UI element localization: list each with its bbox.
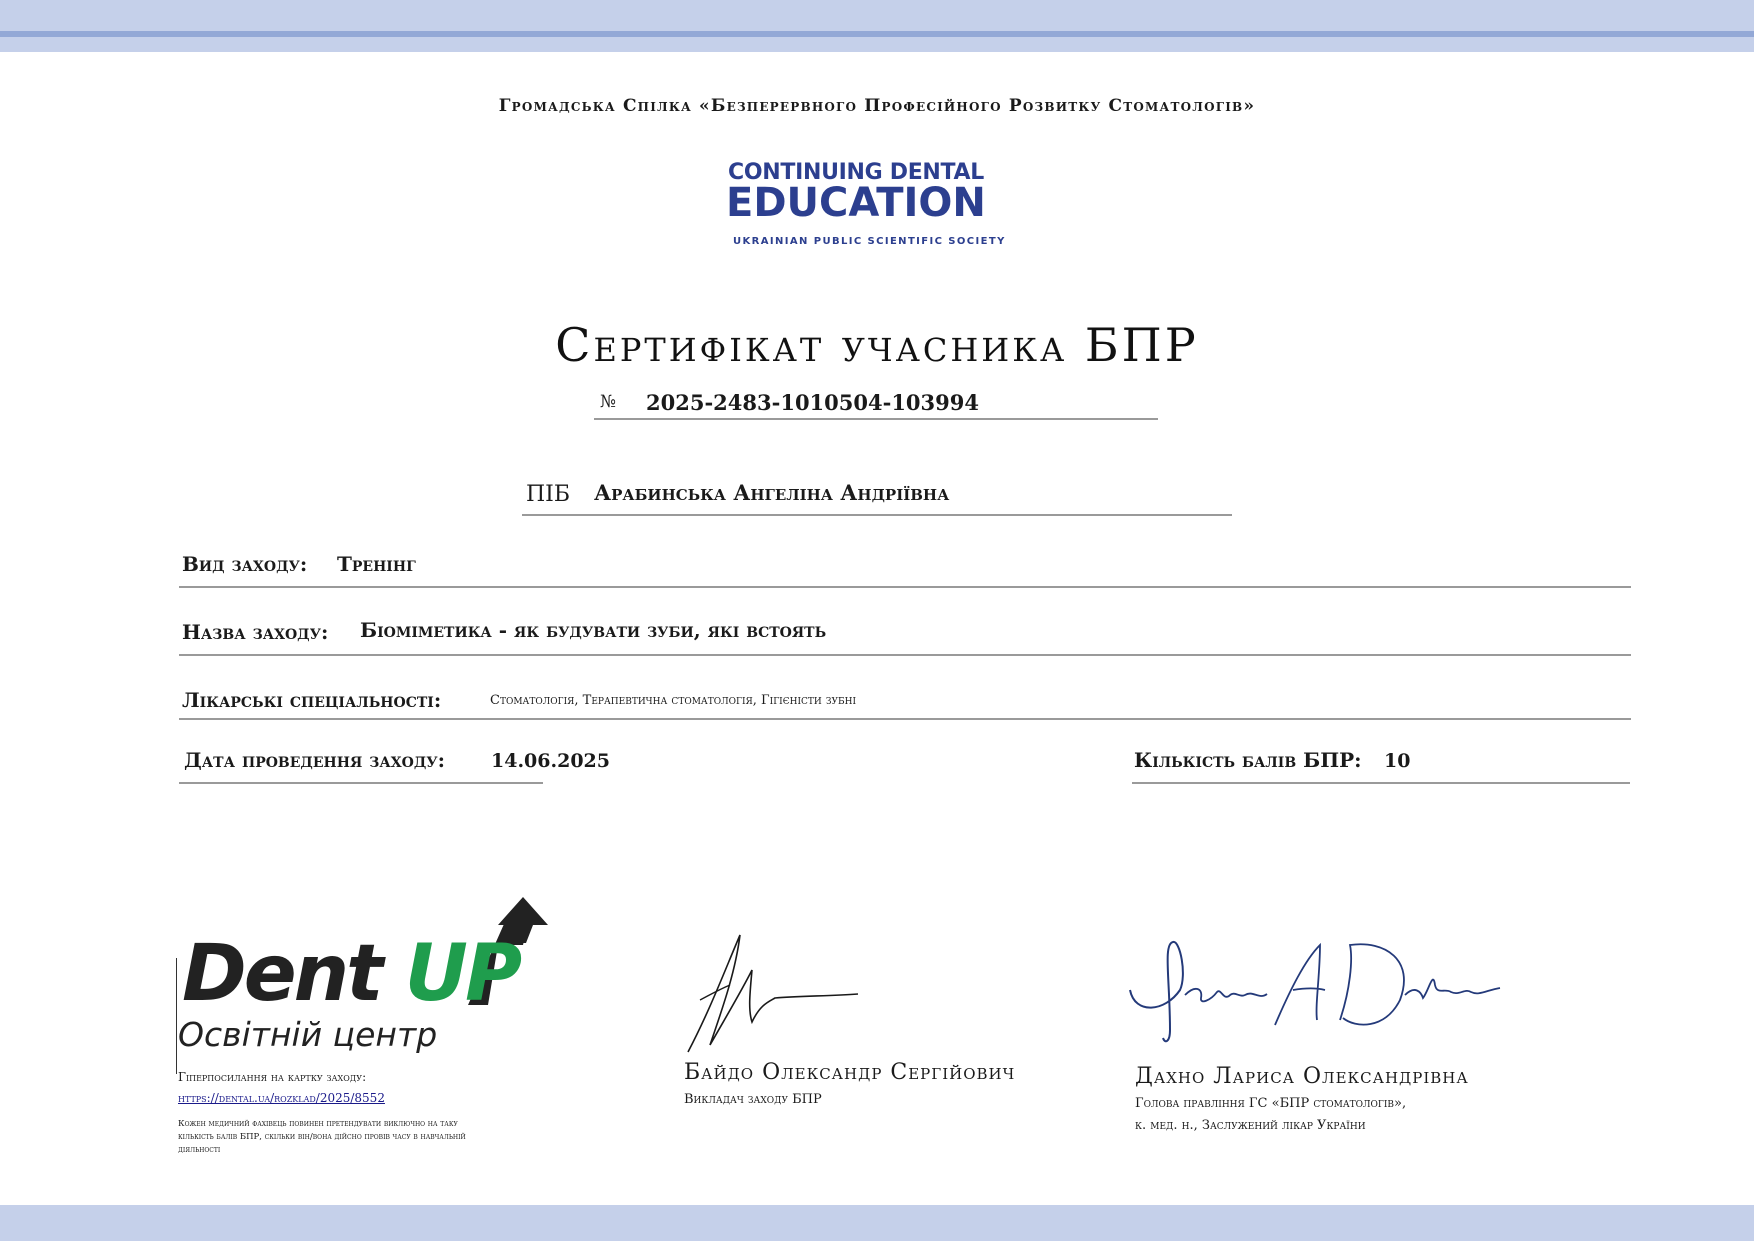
- participant-label: ПІБ: [526, 482, 571, 507]
- dentup-logo-up: UP: [404, 929, 520, 1019]
- certificate-number-row: [594, 390, 1158, 420]
- cde-logo-line3: UKRAINIAN PUBLIC SCIENTIFIC SOCIETY: [733, 236, 1006, 247]
- dentup-logo: [178, 895, 578, 1055]
- dentup-logo-wordmark: [182, 929, 519, 1019]
- specialties-row: [179, 688, 1631, 720]
- top-decorative-band: [0, 0, 1754, 52]
- points-row: [1132, 748, 1630, 784]
- participant-row: [522, 480, 1232, 516]
- lecturer-name: Байдо Олександр Сергійович: [684, 1060, 1016, 1085]
- lecturer-role: Викладач заходу БПР: [684, 1092, 822, 1107]
- head-role-line2: к. мед. н., Заслужений лікар України: [1135, 1118, 1366, 1133]
- link-label: Гіперпосилання на картку заходу:: [178, 1070, 367, 1084]
- dentup-logo-sub: Освітній центр: [178, 1015, 438, 1054]
- head-name: Дахно Лариса Олександрівна: [1135, 1064, 1469, 1089]
- dentup-logo-dent: Dent: [182, 929, 405, 1019]
- event-type-row: [179, 552, 1631, 588]
- date-label: Дата проведення заходу:: [184, 748, 446, 772]
- top-decorative-line: [0, 31, 1754, 37]
- event-link[interactable]: https://dental.ua/rozklad/2025/8552: [178, 1091, 385, 1105]
- specialties-value: Стоматологія, Терапевтична стоматологія, Гігієністи зубні: [490, 693, 857, 708]
- head-signature: [1125, 930, 1505, 1060]
- bottom-decorative-band: [0, 1205, 1754, 1241]
- cde-logo-line1: CONTINUING DENTAL: [728, 160, 984, 185]
- participant-name: Арабинська Ангеліна Андріївна: [594, 480, 950, 505]
- points-value: 10: [1384, 750, 1411, 772]
- certificate-number: 2025-2483-1010504-103994: [646, 390, 979, 415]
- event-name-value: Біоміметика - як будувати зуби, які встоять: [360, 618, 827, 642]
- event-type-value: Тренінг: [337, 552, 416, 576]
- certificate-title: Сертифікат учасника БПР: [555, 318, 1199, 372]
- organization-name: Громадська Спілка «Безперервного Професійного Розвитку Стоматологів»: [498, 96, 1256, 116]
- head-role-line1: Голова правління ГС «БПР стоматологів»,: [1135, 1096, 1407, 1111]
- cde-logo-line2: EDUCATION: [726, 180, 986, 226]
- provider-logo-bar: [176, 958, 177, 1074]
- lecturer-signature: [680, 930, 880, 1060]
- certificate-number-label: №: [600, 392, 617, 412]
- specialties-label: Лікарські спеціальності:: [182, 688, 442, 712]
- points-label: Кількість балів БПР:: [1134, 748, 1362, 772]
- date-row: [179, 748, 610, 784]
- event-name-label: Назва заходу:: [182, 620, 329, 644]
- date-value: 14.06.2025: [491, 750, 610, 772]
- disclaimer-text: Кожен медичний фахівець повинен претендувати виключно на таку кількість балів БПР, скільки він/вона дійсно провів часу в навчальній діяльності: [178, 1119, 466, 1155]
- cde-logo: [700, 160, 1060, 256]
- event-type-label: Вид заходу:: [182, 552, 308, 576]
- event-name-row: [179, 618, 1631, 656]
